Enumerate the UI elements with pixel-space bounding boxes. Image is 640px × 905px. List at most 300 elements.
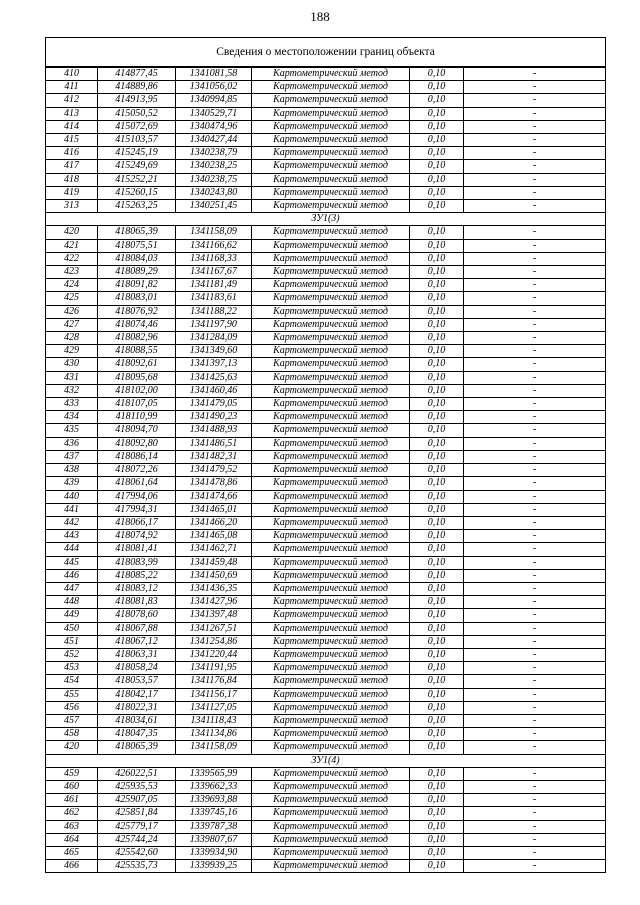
coord-x: 425542,60 <box>98 846 176 859</box>
table-row <box>46 226 606 239</box>
description-cell: - <box>464 266 606 279</box>
point-number: 455 <box>46 688 98 701</box>
precision-cell: 0,10 <box>410 780 464 793</box>
description-cell: - <box>464 675 606 688</box>
section-label: ЗУ1(3) <box>46 213 606 226</box>
point-number: 462 <box>46 807 98 820</box>
coord-x: 418072,26 <box>98 464 176 477</box>
coord-x: 425851,84 <box>98 807 176 820</box>
description-cell: - <box>464 147 606 160</box>
point-number: 413 <box>46 107 98 120</box>
coord-y: 1341427,96 <box>176 596 252 609</box>
point-number: 452 <box>46 648 98 661</box>
description-cell: - <box>464 279 606 292</box>
precision-cell: 0,10 <box>410 846 464 859</box>
precision-cell: 0,10 <box>410 345 464 358</box>
coord-x: 425935,53 <box>98 780 176 793</box>
description-cell: - <box>464 186 606 199</box>
description-cell: - <box>464 94 606 107</box>
coord-y: 1339939,25 <box>176 860 252 873</box>
table-row <box>46 516 606 529</box>
table-row <box>46 160 606 173</box>
coord-y: 1341465,08 <box>176 530 252 543</box>
method-cell: Картометрический метод <box>252 94 410 107</box>
boundary-coordinates-table <box>45 37 606 873</box>
precision-cell: 0,10 <box>410 200 464 213</box>
table-row <box>46 767 606 780</box>
description-cell: - <box>464 450 606 463</box>
precision-cell: 0,10 <box>410 279 464 292</box>
coord-x: 415252,21 <box>98 173 176 186</box>
coord-x: 418095,68 <box>98 371 176 384</box>
method-cell: Картометрический метод <box>252 450 410 463</box>
method-cell: Картометрический метод <box>252 81 410 94</box>
description-cell: - <box>464 556 606 569</box>
coord-y: 1341254,86 <box>176 635 252 648</box>
table-row <box>46 569 606 582</box>
table-row <box>46 477 606 490</box>
precision-cell: 0,10 <box>410 609 464 622</box>
point-number: 424 <box>46 279 98 292</box>
coord-x: 418086,14 <box>98 450 176 463</box>
description-cell: - <box>464 582 606 595</box>
precision-cell: 0,10 <box>410 807 464 820</box>
coord-x: 418065,39 <box>98 741 176 754</box>
precision-cell: 0,10 <box>410 833 464 846</box>
point-number: 463 <box>46 820 98 833</box>
coord-y: 1341158,09 <box>176 226 252 239</box>
coord-x: 425744,24 <box>98 833 176 846</box>
table-row <box>46 398 606 411</box>
description-cell: - <box>464 398 606 411</box>
coord-y: 1340529,71 <box>176 107 252 120</box>
precision-cell: 0,10 <box>410 556 464 569</box>
precision-cell: 0,10 <box>410 464 464 477</box>
coord-y: 1341466,20 <box>176 516 252 529</box>
coord-y: 1341397,48 <box>176 609 252 622</box>
precision-cell: 0,10 <box>410 794 464 807</box>
section-row <box>46 213 606 226</box>
coord-x: 417994,31 <box>98 503 176 516</box>
coord-y: 1341459,48 <box>176 556 252 569</box>
description-cell: - <box>464 516 606 529</box>
precision-cell: 0,10 <box>410 424 464 437</box>
coord-y: 1341474,66 <box>176 490 252 503</box>
description-cell: - <box>464 200 606 213</box>
description-cell: - <box>464 371 606 384</box>
method-cell: Картометрический метод <box>252 371 410 384</box>
table-row <box>46 530 606 543</box>
coord-y: 1341197,90 <box>176 318 252 331</box>
coord-y: 1341397,13 <box>176 358 252 371</box>
method-cell: Картометрический метод <box>252 305 410 318</box>
description-cell: - <box>464 81 606 94</box>
description-cell: - <box>464 860 606 873</box>
precision-cell: 0,10 <box>410 160 464 173</box>
method-cell: Картометрический метод <box>252 424 410 437</box>
precision-cell: 0,10 <box>410 622 464 635</box>
coord-x: 418063,31 <box>98 648 176 661</box>
description-cell: - <box>464 728 606 741</box>
table-row <box>46 437 606 450</box>
table-row <box>46 120 606 133</box>
coord-y: 1341158,09 <box>176 741 252 754</box>
page-number: 188 <box>310 9 330 24</box>
coord-y: 1340238,75 <box>176 173 252 186</box>
table-row <box>46 424 606 437</box>
description-cell: - <box>464 173 606 186</box>
method-cell: Картометрический метод <box>252 318 410 331</box>
point-number: 426 <box>46 305 98 318</box>
precision-cell: 0,10 <box>410 450 464 463</box>
precision-cell: 0,10 <box>410 332 464 345</box>
description-cell: - <box>464 780 606 793</box>
coord-y: 1341181,49 <box>176 279 252 292</box>
description-cell: - <box>464 490 606 503</box>
point-number: 425 <box>46 292 98 305</box>
coord-x: 418110,99 <box>98 411 176 424</box>
coord-x: 418047,35 <box>98 728 176 741</box>
coord-x: 425779,17 <box>98 820 176 833</box>
coord-y: 1341479,52 <box>176 464 252 477</box>
point-number: 421 <box>46 239 98 252</box>
table-row <box>46 450 606 463</box>
method-cell: Картометрический метод <box>252 279 410 292</box>
description-cell: - <box>464 305 606 318</box>
method-cell: Картометрический метод <box>252 635 410 648</box>
point-number: 436 <box>46 437 98 450</box>
point-number: 429 <box>46 345 98 358</box>
description-cell: - <box>464 846 606 859</box>
method-cell: Картометрический метод <box>252 846 410 859</box>
table-title: Сведения о местоположении границ объекта <box>46 38 606 68</box>
point-number: 432 <box>46 384 98 397</box>
table-row <box>46 662 606 675</box>
coord-y: 1341168,33 <box>176 252 252 265</box>
coord-x: 418089,29 <box>98 266 176 279</box>
method-cell: Картометрический метод <box>252 701 410 714</box>
table-row <box>46 543 606 556</box>
coord-y: 1340474,96 <box>176 120 252 133</box>
description-cell: - <box>464 107 606 120</box>
point-number: 450 <box>46 622 98 635</box>
table-row <box>46 820 606 833</box>
description-cell: - <box>464 332 606 345</box>
coord-x: 418083,01 <box>98 292 176 305</box>
point-number: 456 <box>46 701 98 714</box>
coord-x: 415249,69 <box>98 160 176 173</box>
point-number: 411 <box>46 81 98 94</box>
method-cell: Картометрический метод <box>252 807 410 820</box>
precision-cell: 0,10 <box>410 371 464 384</box>
method-cell: Картометрический метод <box>252 134 410 147</box>
description-cell: - <box>464 120 606 133</box>
coord-y: 1341460,46 <box>176 384 252 397</box>
method-cell: Картометрический метод <box>252 332 410 345</box>
point-number: 437 <box>46 450 98 463</box>
description-cell: - <box>464 833 606 846</box>
table-row <box>46 635 606 648</box>
coord-y: 1340243,80 <box>176 186 252 199</box>
precision-cell: 0,10 <box>410 226 464 239</box>
table-row <box>46 292 606 305</box>
coord-x: 418058,24 <box>98 662 176 675</box>
coord-x: 418074,92 <box>98 530 176 543</box>
point-number: 457 <box>46 714 98 727</box>
point-number: 449 <box>46 609 98 622</box>
point-number: 430 <box>46 358 98 371</box>
description-cell: - <box>464 252 606 265</box>
method-cell: Картометрический метод <box>252 860 410 873</box>
method-cell: Картометрический метод <box>252 728 410 741</box>
coord-y: 1341490,23 <box>176 411 252 424</box>
point-number: 438 <box>46 464 98 477</box>
description-cell: - <box>464 503 606 516</box>
precision-cell: 0,10 <box>410 411 464 424</box>
table-row <box>46 345 606 358</box>
coord-y: 1341462,71 <box>176 543 252 556</box>
coord-y: 1341176,84 <box>176 675 252 688</box>
point-number: 416 <box>46 147 98 160</box>
description-cell: - <box>464 767 606 780</box>
coord-x: 415050,52 <box>98 107 176 120</box>
precision-cell: 0,10 <box>410 741 464 754</box>
table-row <box>46 609 606 622</box>
precision-cell: 0,10 <box>410 820 464 833</box>
point-number: 442 <box>46 516 98 529</box>
table-row <box>46 279 606 292</box>
coord-x: 418081,41 <box>98 543 176 556</box>
coord-x: 418084,03 <box>98 252 176 265</box>
method-cell: Картометрический метод <box>252 490 410 503</box>
point-number: 464 <box>46 833 98 846</box>
precision-cell: 0,10 <box>410 358 464 371</box>
table-row <box>46 411 606 424</box>
point-number: 420 <box>46 741 98 754</box>
point-number: 417 <box>46 160 98 173</box>
precision-cell: 0,10 <box>410 543 464 556</box>
coord-x: 418042,17 <box>98 688 176 701</box>
coord-y: 1341118,43 <box>176 714 252 727</box>
coord-y: 1341488,93 <box>176 424 252 437</box>
method-cell: Картометрический метод <box>252 794 410 807</box>
method-cell: Картометрический метод <box>252 384 410 397</box>
method-cell: Картометрический метод <box>252 226 410 239</box>
table-row <box>46 807 606 820</box>
description-cell: - <box>464 635 606 648</box>
method-cell: Картометрический метод <box>252 820 410 833</box>
precision-cell: 0,10 <box>410 318 464 331</box>
table-row <box>46 94 606 107</box>
precision-cell: 0,10 <box>410 688 464 701</box>
method-cell: Картометрический метод <box>252 252 410 265</box>
point-number: 313 <box>46 200 98 213</box>
table-row <box>46 200 606 213</box>
table-row <box>46 384 606 397</box>
method-cell: Картометрический метод <box>252 516 410 529</box>
description-cell: - <box>464 714 606 727</box>
point-number: 440 <box>46 490 98 503</box>
description-cell: - <box>464 701 606 714</box>
description-cell: - <box>464 437 606 450</box>
method-cell: Картометрический метод <box>252 266 410 279</box>
table-row <box>46 490 606 503</box>
coord-y: 1341156,17 <box>176 688 252 701</box>
precision-cell: 0,10 <box>410 437 464 450</box>
description-cell: - <box>464 477 606 490</box>
table-row <box>46 741 606 754</box>
coord-x: 418102,00 <box>98 384 176 397</box>
method-cell: Картометрический метод <box>252 107 410 120</box>
coord-y: 1341465,01 <box>176 503 252 516</box>
description-cell: - <box>464 464 606 477</box>
coord-x: 418076,92 <box>98 305 176 318</box>
coord-x: 415260,15 <box>98 186 176 199</box>
point-number: 459 <box>46 767 98 780</box>
description-cell: - <box>464 411 606 424</box>
coord-x: 415263,25 <box>98 200 176 213</box>
description-cell: - <box>464 239 606 252</box>
table-row <box>46 556 606 569</box>
section-row <box>46 754 606 767</box>
coord-y: 1341191,95 <box>176 662 252 675</box>
point-number: 461 <box>46 794 98 807</box>
table-row <box>46 371 606 384</box>
description-cell: - <box>464 292 606 305</box>
method-cell: Картометрический метод <box>252 173 410 186</box>
coord-y: 1341482,31 <box>176 450 252 463</box>
description-cell: - <box>464 622 606 635</box>
precision-cell: 0,10 <box>410 530 464 543</box>
coord-x: 418066,17 <box>98 516 176 529</box>
point-number: 420 <box>46 226 98 239</box>
coord-x: 418091,82 <box>98 279 176 292</box>
precision-cell: 0,10 <box>410 701 464 714</box>
table-row <box>46 675 606 688</box>
precision-cell: 0,10 <box>410 662 464 675</box>
table-row <box>46 701 606 714</box>
description-cell: - <box>464 807 606 820</box>
coord-y: 1341127,05 <box>176 701 252 714</box>
table-row <box>46 503 606 516</box>
method-cell: Картометрический метод <box>252 648 410 661</box>
coord-y: 1340251,45 <box>176 200 252 213</box>
coord-x: 418092,80 <box>98 437 176 450</box>
method-cell: Картометрический метод <box>252 503 410 516</box>
table-title-row <box>46 38 606 68</box>
method-cell: Картометрический метод <box>252 160 410 173</box>
method-cell: Картометрический метод <box>252 675 410 688</box>
method-cell: Картометрический метод <box>252 596 410 609</box>
coord-x: 418075,51 <box>98 239 176 252</box>
table-row <box>46 860 606 873</box>
table-row <box>46 81 606 94</box>
method-cell: Картометрический метод <box>252 767 410 780</box>
description-cell: - <box>464 569 606 582</box>
table-row <box>46 239 606 252</box>
point-number: 441 <box>46 503 98 516</box>
point-number: 460 <box>46 780 98 793</box>
coord-y: 1339934,90 <box>176 846 252 859</box>
table-row <box>46 714 606 727</box>
coord-x: 425535,73 <box>98 860 176 873</box>
method-cell: Картометрический метод <box>252 780 410 793</box>
precision-cell: 0,10 <box>410 81 464 94</box>
point-number: 427 <box>46 318 98 331</box>
table-row <box>46 846 606 859</box>
precision-cell: 0,10 <box>410 147 464 160</box>
description-cell: - <box>464 648 606 661</box>
point-number: 443 <box>46 530 98 543</box>
description-cell: - <box>464 609 606 622</box>
coord-y: 1339662,33 <box>176 780 252 793</box>
method-cell: Картометрический метод <box>252 398 410 411</box>
precision-cell: 0,10 <box>410 516 464 529</box>
precision-cell: 0,10 <box>410 120 464 133</box>
method-cell: Картометрический метод <box>252 543 410 556</box>
method-cell: Картометрический метод <box>252 358 410 371</box>
precision-cell: 0,10 <box>410 477 464 490</box>
method-cell: Картометрический метод <box>252 186 410 199</box>
coord-y: 1341425,63 <box>176 371 252 384</box>
point-number: 422 <box>46 252 98 265</box>
precision-cell: 0,10 <box>410 648 464 661</box>
coord-x: 417994,06 <box>98 490 176 503</box>
description-cell: - <box>464 384 606 397</box>
method-cell: Картометрический метод <box>252 609 410 622</box>
precision-cell: 0,10 <box>410 675 464 688</box>
method-cell: Картометрический метод <box>252 622 410 635</box>
precision-cell: 0,10 <box>410 384 464 397</box>
point-number: 444 <box>46 543 98 556</box>
table-row <box>46 582 606 595</box>
method-cell: Картометрический метод <box>252 569 410 582</box>
point-number: 431 <box>46 371 98 384</box>
method-cell: Картометрический метод <box>252 292 410 305</box>
table-row <box>46 358 606 371</box>
point-number: 410 <box>46 67 98 81</box>
coord-x: 418022,31 <box>98 701 176 714</box>
coord-y: 1341188,22 <box>176 305 252 318</box>
method-cell: Картометрический метод <box>252 120 410 133</box>
description-cell: - <box>464 794 606 807</box>
point-number: 451 <box>46 635 98 648</box>
point-number: 453 <box>46 662 98 675</box>
precision-cell: 0,10 <box>410 596 464 609</box>
point-number: 446 <box>46 569 98 582</box>
method-cell: Картометрический метод <box>252 464 410 477</box>
description-cell: - <box>464 67 606 81</box>
coord-x: 418088,55 <box>98 345 176 358</box>
precision-cell: 0,10 <box>410 503 464 516</box>
point-number: 458 <box>46 728 98 741</box>
point-number: 439 <box>46 477 98 490</box>
precision-cell: 0,10 <box>410 767 464 780</box>
coord-x: 418067,12 <box>98 635 176 648</box>
coord-x: 415072,69 <box>98 120 176 133</box>
description-cell: - <box>464 358 606 371</box>
table-row <box>46 252 606 265</box>
description-cell: - <box>464 134 606 147</box>
coord-y: 1341486,51 <box>176 437 252 450</box>
point-number: 447 <box>46 582 98 595</box>
point-number: 454 <box>46 675 98 688</box>
method-cell: Картометрический метод <box>252 477 410 490</box>
table-row <box>46 186 606 199</box>
table-row <box>46 318 606 331</box>
description-cell: - <box>464 596 606 609</box>
coord-x: 414877,45 <box>98 67 176 81</box>
